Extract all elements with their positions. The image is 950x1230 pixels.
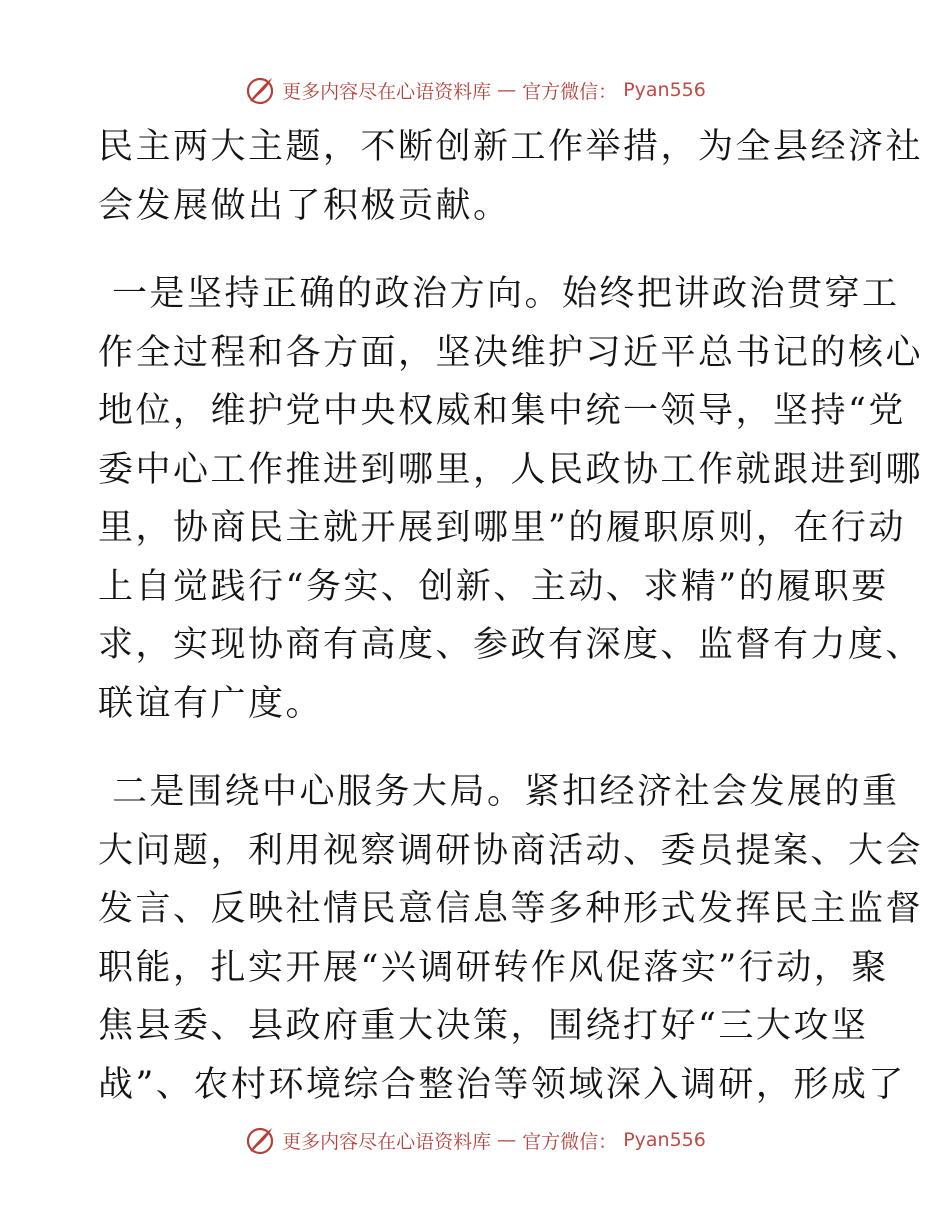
- text-line: 地位，维护党中央权威和集中统一领导，坚持“党: [98, 391, 906, 431]
- watermark-dash: —: [497, 1129, 517, 1151]
- text-line: 上自觉践行“务实、创新、主动、求精”的履职要: [98, 566, 889, 607]
- text-line: 作全过程和各方面，坚决维护习近平总书记的核心: [98, 332, 924, 373]
- text-line: 里，协商民主就开展到哪里”的履职原则，在行动: [98, 508, 906, 548]
- watermark-site-text: 更多内容尽在心语资料库: [282, 80, 492, 103]
- paragraph-political-direction: [98, 265, 924, 733]
- header-watermark: [0, 70, 950, 110]
- quill-logo-icon: [244, 74, 276, 106]
- quill-logo-icon: [244, 1124, 276, 1156]
- watermark-handle: Pyan556: [623, 1129, 706, 1151]
- watermark-dash: —: [497, 79, 517, 101]
- text-line: 委中心工作推进到哪里，人民政协工作就跟进到哪: [98, 449, 924, 490]
- paragraph-serve-overall: [98, 763, 924, 1114]
- text-line: 民主两大主题，不断创新工作举措，为全县经济社: [98, 127, 924, 167]
- text-line: 职能，扎实开展“兴调研转作风促落实”行动，聚: [98, 947, 889, 988]
- footer-watermark: [0, 1120, 950, 1160]
- paragraph-continuation: [98, 118, 924, 235]
- text-line: 一是坚持正确的政治方向。始终把讲政治贯穿工: [112, 274, 900, 314]
- text-line: 焦县委、县政府重大决策，围绕打好“三大攻坚: [98, 1006, 869, 1046]
- text-line: 会发展做出了积极贡献。: [98, 185, 511, 226]
- watermark-handle: Pyan556: [623, 79, 706, 101]
- text-line: 战”、农村环境综合整治等领域深入调研，形成了: [98, 1064, 906, 1105]
- text-line: 大问题，利用视察调研协商活动、委员提案、大会: [98, 830, 924, 871]
- watermark-wechat-label: 官方微信：: [522, 80, 618, 103]
- text-line: 求，实现协商有高度、参政有深度、监督有力度、: [98, 625, 924, 665]
- document-body: [98, 118, 924, 1114]
- watermark-site-text: 更多内容尽在心语资料库: [282, 1130, 492, 1153]
- watermark-wechat-label: 官方微信：: [522, 1130, 618, 1153]
- text-line: 二是围绕中心服务大局。紧扣经济社会发展的重: [112, 772, 900, 812]
- text-line: 联谊有广度。: [98, 683, 324, 724]
- text-line: 发言、反映社情民意信息等多种形式发挥民主监督: [98, 889, 924, 929]
